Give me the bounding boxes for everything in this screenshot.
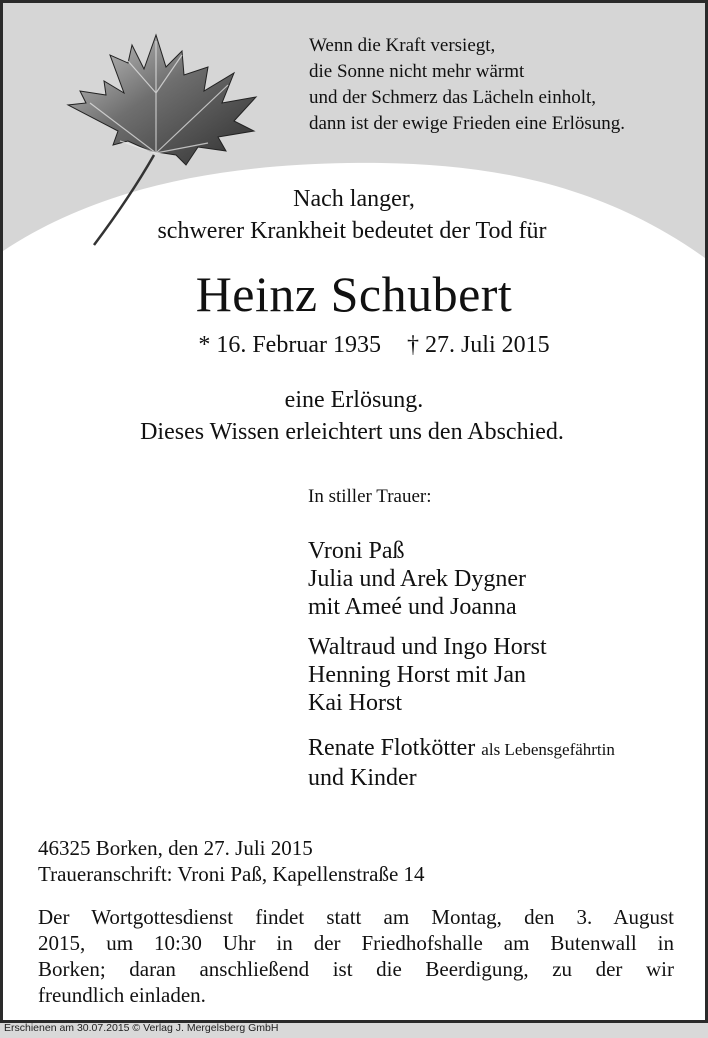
service-line: freundlich einladen.	[38, 983, 206, 1007]
motto-poem	[309, 33, 625, 137]
service-announcement	[38, 904, 674, 1008]
mourner-group	[308, 734, 615, 792]
place-date: 46325 Borken, den 27. Juli 2015	[38, 836, 313, 860]
mourner-line: Kai Horst	[308, 690, 402, 716]
service-line: Borken; daran anschließend ist die Beerdigung, zu der wir	[38, 957, 674, 981]
birth-date: * 16. Februar 1935	[198, 332, 381, 358]
partner-name: Renate Flotkötter	[308, 735, 476, 761]
motto-line: die Sonne nicht mehr wärmt	[309, 61, 525, 82]
intro-line-2: schwerer Krankheit bedeutet der Tod für	[157, 218, 547, 244]
death-date: † 27. Juli 2015	[406, 332, 550, 358]
mourner-line	[308, 734, 615, 764]
partner-role: als Lebensgefährtin	[481, 740, 615, 759]
service-line: Der Wortgottesdienst findet statt am Montag, den 3. August	[38, 905, 674, 929]
mourner-line: Vroni Paß	[308, 538, 405, 564]
motto-line: dann ist der ewige Frieden eine Erlösung.	[309, 113, 626, 134]
mourner-line: Julia und Arek Dygner	[308, 566, 526, 592]
deceased-name: Heinz Schubert	[195, 266, 513, 322]
closing-line-1: eine Erlösung.	[284, 387, 424, 413]
maple-leaf-icon	[58, 33, 268, 248]
mourner-line: Waltraud und Ingo Horst	[308, 634, 547, 660]
place-and-address	[38, 835, 425, 887]
service-line: 2015, um 10:30 Uhr in der Friedhofshalle am Butenwall in	[38, 931, 674, 955]
mourner-line: mit Ameé und Joanna	[308, 594, 517, 620]
mourning-heading: In stiller Trauer:	[308, 486, 432, 507]
intro-line-1: Nach langer,	[293, 186, 415, 212]
mourner-group	[308, 537, 526, 621]
mourning-address: Traueranschrift: Vroni Paß, Kapellenstraße 14	[38, 862, 425, 886]
motto-line: Wenn die Kraft versiegt,	[309, 35, 496, 56]
motto-line: und der Schmerz das Lächeln einholt,	[309, 87, 597, 108]
closing-line-2: Dieses Wissen erleichtert uns den Abschied.	[140, 419, 564, 445]
mourner-line: und Kinder	[308, 765, 417, 791]
life-dates	[23, 332, 708, 359]
mourner-group	[308, 633, 547, 717]
mourner-line: Henning Horst mit Jan	[308, 662, 526, 688]
publication-footer: Erschienen am 30.07.2015 © Verlag J. Mergelsberg GmbH	[4, 1022, 279, 1034]
